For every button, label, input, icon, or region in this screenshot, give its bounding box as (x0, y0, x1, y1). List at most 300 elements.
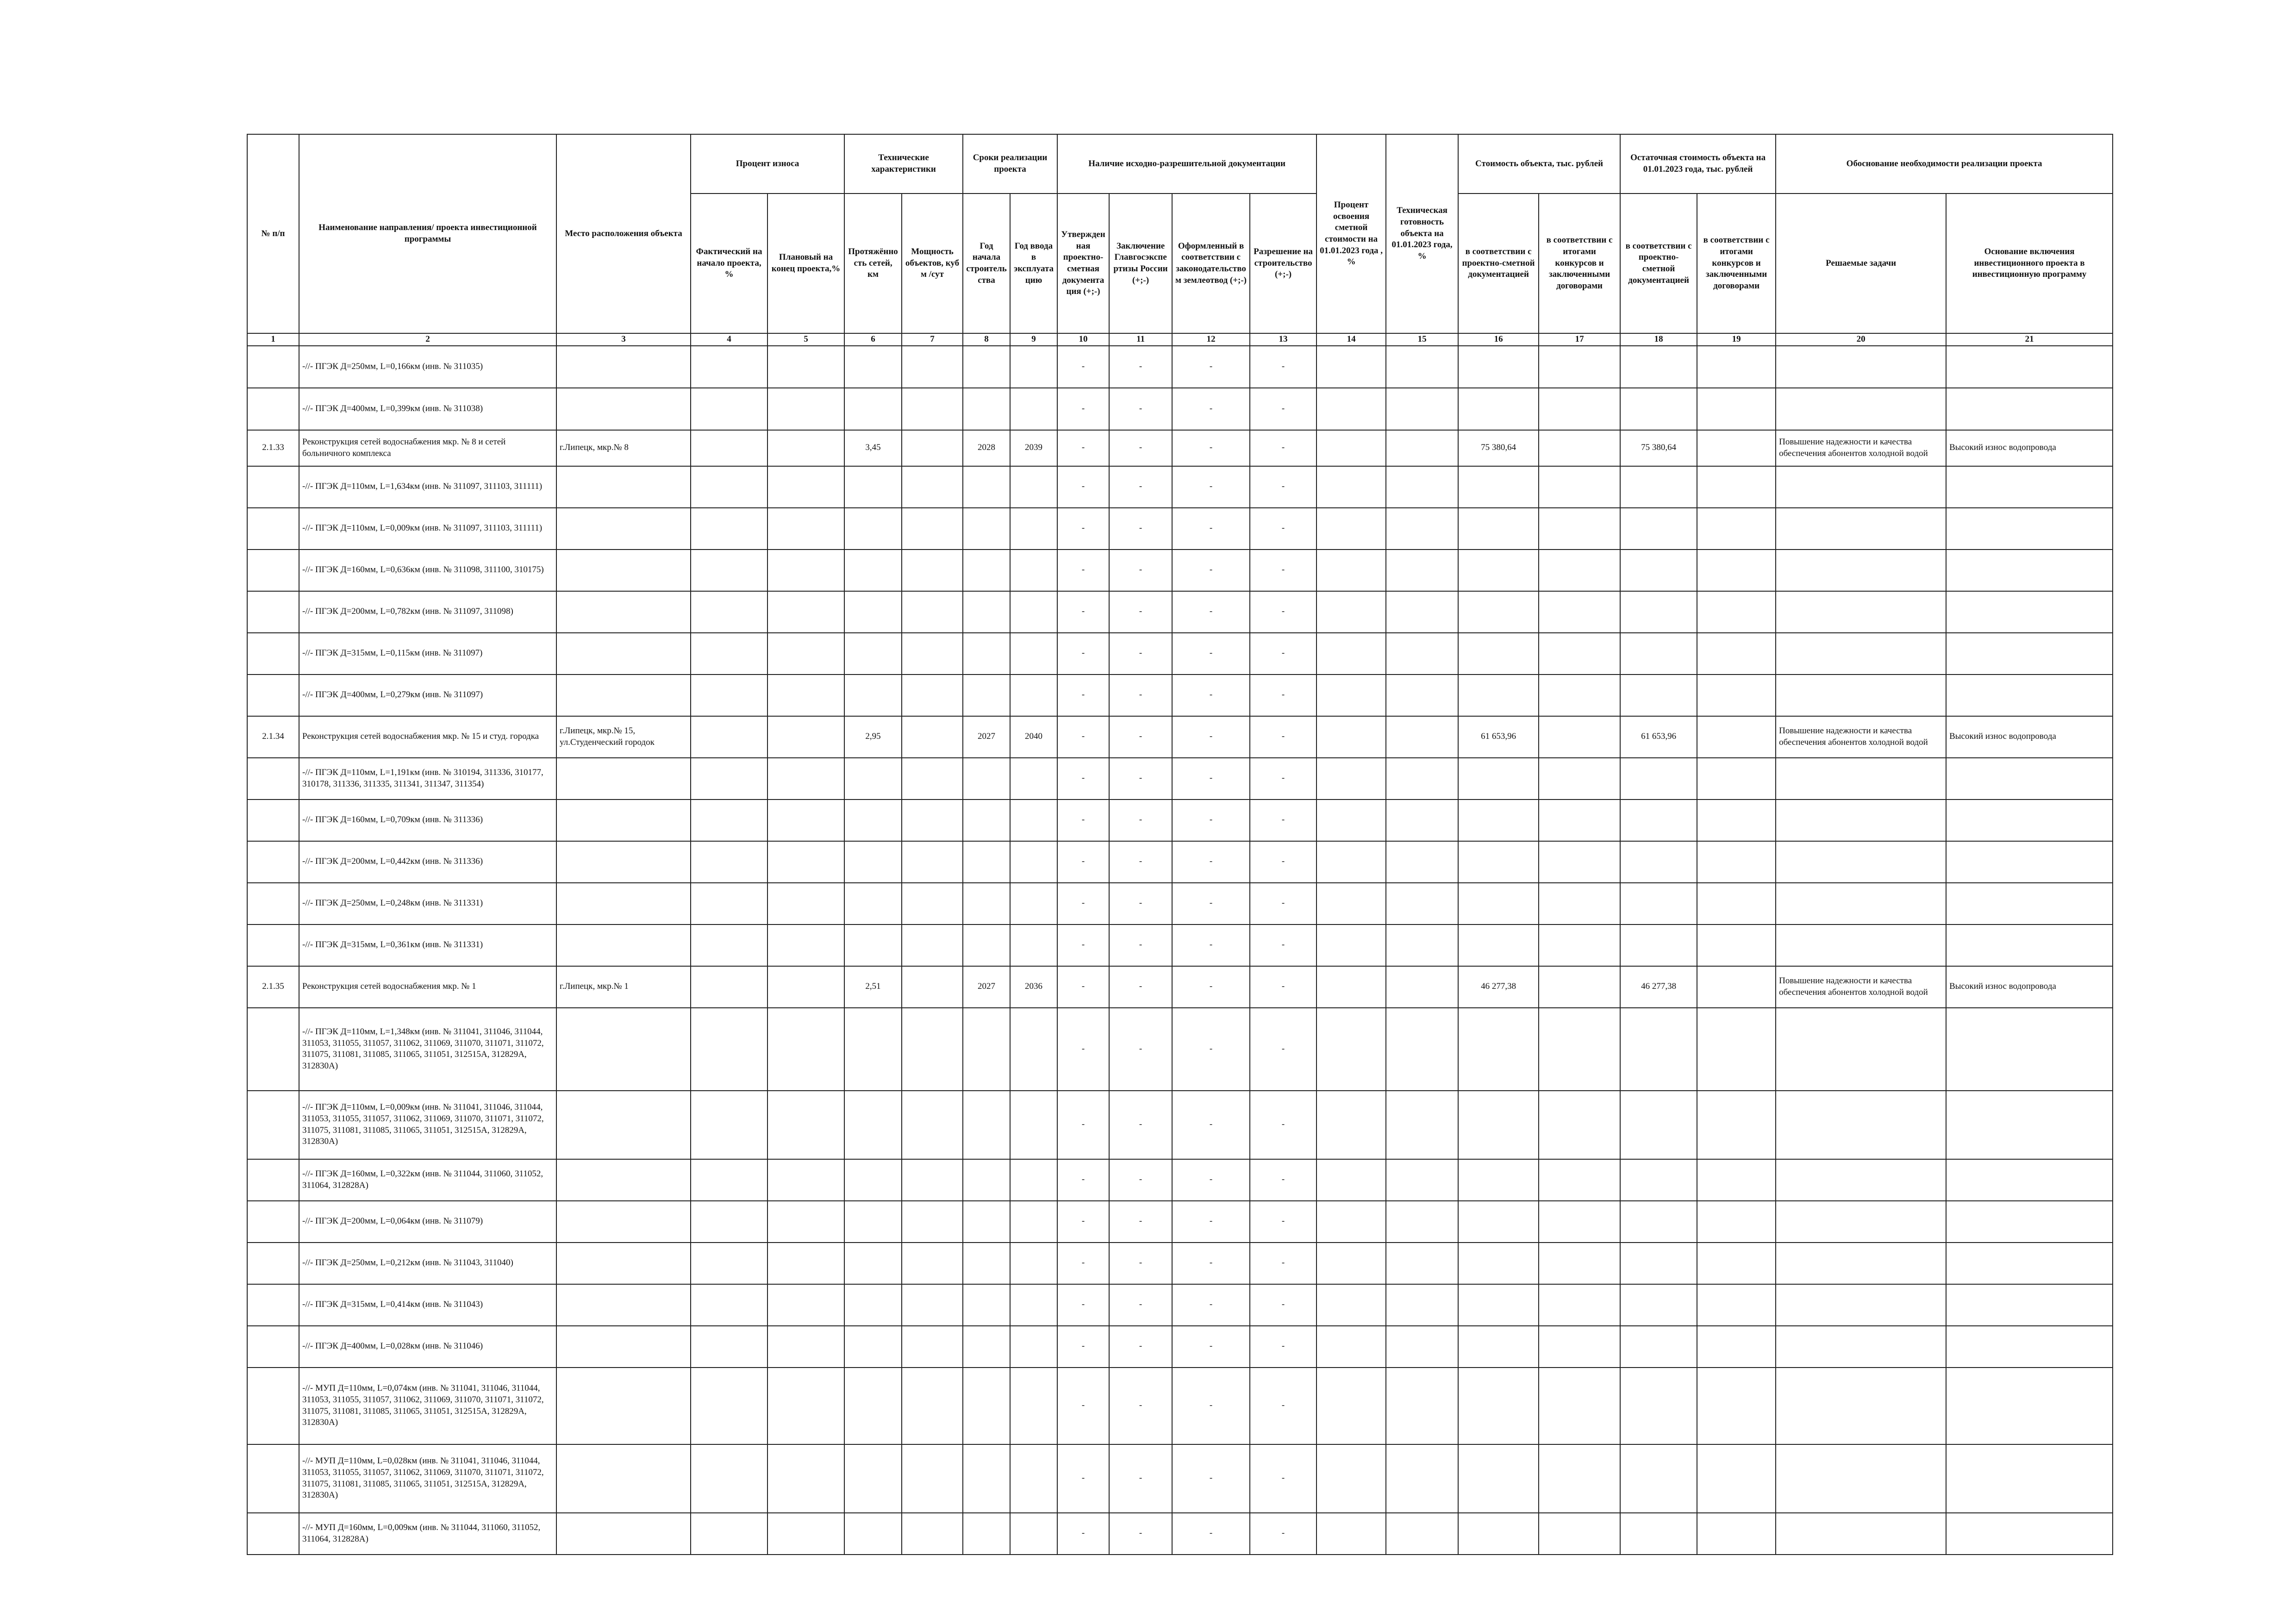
row-residual-design (1620, 1513, 1697, 1555)
row-tasks: Повышение надежности и качества обеспечения абонентов холодной водой (1776, 966, 1946, 1008)
row-cost-design (1458, 1243, 1539, 1284)
row-power (902, 1159, 963, 1201)
row-year-end (1010, 924, 1057, 966)
row-number (247, 1243, 299, 1284)
row-cost-design (1458, 1201, 1539, 1243)
row-basis (1946, 466, 2113, 508)
row-place (556, 633, 691, 675)
table-row (247, 841, 2113, 883)
row-wear-fact (691, 633, 767, 675)
row-residual-contracts (1697, 591, 1776, 633)
row-readiness (1386, 388, 1458, 430)
row-doc-land: - (1172, 1201, 1250, 1243)
row-doc-permit: - (1250, 966, 1316, 1008)
row-residual-design (1620, 346, 1697, 388)
column-number: 13 (1250, 333, 1316, 346)
row-year-start: 2027 (963, 716, 1010, 758)
row-doc-land: - (1172, 591, 1250, 633)
row-doc-permit: - (1250, 1201, 1316, 1243)
row-residual-design (1620, 800, 1697, 841)
row-year-start (963, 346, 1010, 388)
row-tasks (1776, 550, 1946, 591)
row-year-start (963, 1243, 1010, 1284)
row-residual-contracts (1697, 1326, 1776, 1368)
table-row (247, 883, 2113, 924)
row-residual-contracts (1697, 758, 1776, 800)
row-name: -//- ПГЭК Д=110мм, L=0,009км (инв. № 311097, 311103, 311111) (299, 508, 556, 550)
row-number (247, 883, 299, 924)
row-number: 2.1.35 (247, 966, 299, 1008)
row-wear-plan (767, 1201, 844, 1243)
row-power (902, 883, 963, 924)
table-row (247, 675, 2113, 716)
row-place: г.Липецк, мкр.№ 8 (556, 430, 691, 466)
row-residual-design (1620, 1159, 1697, 1201)
row-year-end: 2039 (1010, 430, 1057, 466)
row-doc-permit: - (1250, 758, 1316, 800)
row-cost-contracts (1539, 1091, 1620, 1159)
row-cost-design (1458, 508, 1539, 550)
row-length (844, 1444, 902, 1513)
header-docs-group: Наличие исходно-разрешительной документации (1057, 134, 1316, 194)
row-doc-expert: - (1109, 966, 1172, 1008)
row-year-start (963, 1201, 1010, 1243)
row-year-end (1010, 1201, 1057, 1243)
row-number (247, 633, 299, 675)
column-number: 2 (299, 333, 556, 346)
investment-program-table (247, 134, 2113, 1555)
row-cost-design (1458, 841, 1539, 883)
row-doc-approved: - (1057, 924, 1109, 966)
row-tasks (1776, 591, 1946, 633)
header-wear-fact: Фактический на начало проекта, % (691, 194, 767, 333)
header-residual-design: в соответствии с проектно-сметной документацией (1620, 194, 1697, 333)
column-number: 20 (1776, 333, 1946, 346)
row-length (844, 508, 902, 550)
row-basis: Высокий износ водопровода (1946, 716, 2113, 758)
row-number (247, 1284, 299, 1326)
column-number: 12 (1172, 333, 1250, 346)
row-tasks (1776, 466, 1946, 508)
row-wear-plan (767, 346, 844, 388)
row-year-end (1010, 466, 1057, 508)
row-wear-plan (767, 800, 844, 841)
row-doc-expert: - (1109, 1159, 1172, 1201)
row-basis (1946, 1201, 2113, 1243)
row-doc-land: - (1172, 388, 1250, 430)
row-wear-plan (767, 1091, 844, 1159)
row-cost-contracts (1539, 758, 1620, 800)
row-doc-land: - (1172, 883, 1250, 924)
row-length (844, 466, 902, 508)
row-number: 2.1.33 (247, 430, 299, 466)
row-cost-contracts (1539, 800, 1620, 841)
row-readiness (1386, 758, 1458, 800)
row-cost-contracts (1539, 1513, 1620, 1555)
header-place: Место расположения объекта (556, 134, 691, 333)
row-tasks (1776, 1091, 1946, 1159)
row-percent-dev (1316, 466, 1386, 508)
row-basis (1946, 1008, 2113, 1091)
row-doc-approved: - (1057, 758, 1109, 800)
row-doc-approved: - (1057, 1368, 1109, 1444)
row-residual-contracts (1697, 924, 1776, 966)
row-basis (1946, 800, 2113, 841)
row-cost-design (1458, 1284, 1539, 1326)
column-number: 7 (902, 333, 963, 346)
row-cost-contracts (1539, 591, 1620, 633)
row-wear-fact (691, 591, 767, 633)
header-docs-permit: Разрешение на строительство (+;-) (1250, 194, 1316, 333)
row-name: -//- ПГЭК Д=315мм, L=0,115км (инв. № 311097) (299, 633, 556, 675)
row-length (844, 1513, 902, 1555)
row-number: 2.1.34 (247, 716, 299, 758)
row-wear-fact (691, 924, 767, 966)
row-doc-expert: - (1109, 466, 1172, 508)
row-residual-contracts (1697, 1201, 1776, 1243)
row-doc-expert: - (1109, 591, 1172, 633)
row-wear-plan (767, 1243, 844, 1284)
row-power (902, 716, 963, 758)
row-doc-expert: - (1109, 883, 1172, 924)
row-year-start (963, 633, 1010, 675)
row-year-start (963, 758, 1010, 800)
row-name: -//- ПГЭК Д=250мм, L=0,166км (инв. № 311035) (299, 346, 556, 388)
header-readiness: Техническая готовность объекта на 01.01.2023 года, % (1386, 134, 1458, 333)
row-doc-permit: - (1250, 883, 1316, 924)
table-row (247, 924, 2113, 966)
row-year-end (1010, 1243, 1057, 1284)
row-doc-permit: - (1250, 1008, 1316, 1091)
row-place (556, 1513, 691, 1555)
row-wear-plan (767, 388, 844, 430)
row-percent-dev (1316, 430, 1386, 466)
row-doc-expert: - (1109, 1284, 1172, 1326)
row-residual-design (1620, 1243, 1697, 1284)
row-place (556, 1326, 691, 1368)
row-residual-design (1620, 1368, 1697, 1444)
row-name: -//- ПГЭК Д=160мм, L=0,322км (инв. № 311044, 311060, 311052, 311064, 312828А) (299, 1159, 556, 1201)
column-number: 16 (1458, 333, 1539, 346)
table-row (247, 1091, 2113, 1159)
row-wear-plan (767, 430, 844, 466)
row-wear-plan (767, 1444, 844, 1513)
column-number: 9 (1010, 333, 1057, 346)
row-basis (1946, 1243, 2113, 1284)
row-percent-dev (1316, 1444, 1386, 1513)
row-year-start (963, 924, 1010, 966)
row-length: 2,51 (844, 966, 902, 1008)
row-cost-design (1458, 1008, 1539, 1091)
row-doc-land: - (1172, 346, 1250, 388)
row-cost-design (1458, 1368, 1539, 1444)
row-wear-fact (691, 430, 767, 466)
row-year-start: 2028 (963, 430, 1010, 466)
row-wear-plan (767, 1513, 844, 1555)
row-power (902, 388, 963, 430)
row-name: Реконструкция сетей водоснабжения мкр. № 1 (299, 966, 556, 1008)
row-residual-contracts (1697, 1091, 1776, 1159)
row-doc-land: - (1172, 841, 1250, 883)
row-percent-dev (1316, 1368, 1386, 1444)
table-row (247, 508, 2113, 550)
row-residual-design: 61 653,96 (1620, 716, 1697, 758)
row-doc-expert: - (1109, 346, 1172, 388)
header-docs-approved: Утвержденная проектно-сметная документация (+;-) (1057, 194, 1109, 333)
row-readiness (1386, 1513, 1458, 1555)
row-doc-expert: - (1109, 924, 1172, 966)
row-tasks (1776, 633, 1946, 675)
header-need-basis: Основание включения инвестиционного проекта в инвестиционную программу (1946, 194, 2113, 333)
row-readiness (1386, 1008, 1458, 1091)
row-doc-approved: - (1057, 841, 1109, 883)
row-residual-design (1620, 758, 1697, 800)
row-residual-contracts (1697, 1368, 1776, 1444)
row-basis (1946, 346, 2113, 388)
row-percent-dev (1316, 883, 1386, 924)
row-residual-contracts (1697, 883, 1776, 924)
row-place (556, 388, 691, 430)
row-wear-fact (691, 388, 767, 430)
row-doc-land: - (1172, 1444, 1250, 1513)
row-year-end (1010, 1326, 1057, 1368)
row-doc-permit: - (1250, 1284, 1316, 1326)
row-place (556, 1243, 691, 1284)
row-residual-design (1620, 1284, 1697, 1326)
row-cost-design (1458, 1159, 1539, 1201)
row-power (902, 633, 963, 675)
row-residual-design (1620, 1201, 1697, 1243)
row-place (556, 883, 691, 924)
row-power (902, 800, 963, 841)
row-residual-design: 75 380,64 (1620, 430, 1697, 466)
row-number (247, 388, 299, 430)
row-basis (1946, 1326, 2113, 1368)
row-residual-design (1620, 1444, 1697, 1513)
header-need-group: Обоснование необходимости реализации проекта (1776, 134, 2113, 194)
column-number: 21 (1946, 333, 2113, 346)
row-doc-expert: - (1109, 1008, 1172, 1091)
row-percent-dev (1316, 800, 1386, 841)
row-residual-contracts (1697, 466, 1776, 508)
row-tasks (1776, 1159, 1946, 1201)
row-place (556, 1284, 691, 1326)
row-place (556, 1159, 691, 1201)
column-number: 6 (844, 333, 902, 346)
row-power (902, 1513, 963, 1555)
row-readiness (1386, 1444, 1458, 1513)
column-number: 10 (1057, 333, 1109, 346)
row-doc-approved: - (1057, 550, 1109, 591)
row-doc-approved: - (1057, 1284, 1109, 1326)
row-power (902, 1326, 963, 1368)
row-year-start (963, 388, 1010, 430)
row-readiness (1386, 591, 1458, 633)
row-tasks (1776, 758, 1946, 800)
row-wear-fact (691, 1284, 767, 1326)
column-number: 1 (247, 333, 299, 346)
row-percent-dev (1316, 346, 1386, 388)
row-readiness (1386, 883, 1458, 924)
row-year-end: 2036 (1010, 966, 1057, 1008)
row-tasks (1776, 1368, 1946, 1444)
row-doc-land: - (1172, 550, 1250, 591)
row-place: г.Липецк, мкр.№ 1 (556, 966, 691, 1008)
row-place (556, 758, 691, 800)
row-readiness (1386, 1243, 1458, 1284)
header-dates-start: Год начала строительства (963, 194, 1010, 333)
row-residual-contracts (1697, 1243, 1776, 1284)
column-number: 8 (963, 333, 1010, 346)
row-basis: Высокий износ водопровода (1946, 966, 2113, 1008)
row-cost-contracts (1539, 550, 1620, 591)
row-wear-fact (691, 1008, 767, 1091)
row-year-end (1010, 800, 1057, 841)
row-doc-approved: - (1057, 675, 1109, 716)
row-cost-contracts (1539, 716, 1620, 758)
column-number: 19 (1697, 333, 1776, 346)
row-doc-expert: - (1109, 430, 1172, 466)
row-percent-dev (1316, 841, 1386, 883)
row-residual-design (1620, 924, 1697, 966)
row-cost-contracts (1539, 1368, 1620, 1444)
row-length (844, 883, 902, 924)
row-doc-expert: - (1109, 1513, 1172, 1555)
row-power (902, 758, 963, 800)
column-number: 11 (1109, 333, 1172, 346)
row-doc-permit: - (1250, 675, 1316, 716)
row-tasks (1776, 1284, 1946, 1326)
row-wear-fact (691, 800, 767, 841)
row-readiness (1386, 1368, 1458, 1444)
row-length (844, 800, 902, 841)
row-year-end (1010, 1284, 1057, 1326)
row-doc-approved: - (1057, 430, 1109, 466)
row-doc-land: - (1172, 1008, 1250, 1091)
row-wear-plan (767, 1008, 844, 1091)
row-wear-fact (691, 716, 767, 758)
row-number (247, 508, 299, 550)
column-number: 14 (1316, 333, 1386, 346)
row-doc-approved: - (1057, 1326, 1109, 1368)
row-length (844, 924, 902, 966)
table-row (247, 1368, 2113, 1444)
table-row (247, 1513, 2113, 1555)
row-year-start (963, 1008, 1010, 1091)
row-year-start (963, 1091, 1010, 1159)
row-doc-expert: - (1109, 633, 1172, 675)
table-row (247, 1201, 2113, 1243)
header-tech-group: Технические характеристики (844, 134, 963, 194)
row-tasks (1776, 346, 1946, 388)
row-residual-contracts (1697, 550, 1776, 591)
row-tasks (1776, 1243, 1946, 1284)
row-percent-dev (1316, 591, 1386, 633)
row-cost-contracts (1539, 1159, 1620, 1201)
row-name: -//- ПГЭК Д=110мм, L=1,348км (инв. № 311041, 311046, 311044, 311053, 311055, 311057, 311062, 311069, 311070, 311071, 311072, 311075, 311081, 311085, 311065, 311051, 312515А, 312829А, 312830А) (299, 1008, 556, 1091)
row-percent-dev (1316, 1091, 1386, 1159)
row-tasks (1776, 883, 1946, 924)
row-wear-fact (691, 1513, 767, 1555)
row-cost-contracts (1539, 508, 1620, 550)
row-residual-contracts (1697, 1284, 1776, 1326)
row-percent-dev (1316, 1201, 1386, 1243)
row-year-end (1010, 591, 1057, 633)
row-tasks (1776, 800, 1946, 841)
row-place (556, 1008, 691, 1091)
row-power (902, 1368, 963, 1444)
row-readiness (1386, 841, 1458, 883)
row-doc-approved: - (1057, 1091, 1109, 1159)
row-year-end (1010, 1444, 1057, 1513)
row-doc-land: - (1172, 716, 1250, 758)
row-percent-dev (1316, 1326, 1386, 1368)
row-percent-dev (1316, 1243, 1386, 1284)
row-percent-dev (1316, 550, 1386, 591)
row-power (902, 591, 963, 633)
row-readiness (1386, 633, 1458, 675)
row-residual-design (1620, 1008, 1697, 1091)
row-residual-design (1620, 883, 1697, 924)
row-length (844, 388, 902, 430)
row-cost-design (1458, 346, 1539, 388)
row-tasks: Повышение надежности и качества обеспечения абонентов холодной водой (1776, 430, 1946, 466)
row-number (247, 800, 299, 841)
row-doc-approved: - (1057, 1008, 1109, 1091)
row-basis (1946, 388, 2113, 430)
row-cost-contracts (1539, 1444, 1620, 1513)
row-tasks (1776, 675, 1946, 716)
row-wear-fact (691, 841, 767, 883)
row-wear-plan (767, 1284, 844, 1326)
header-need-tasks: Решаемые задачи (1776, 194, 1946, 333)
row-power (902, 1284, 963, 1326)
table-row (247, 466, 2113, 508)
row-power (902, 430, 963, 466)
row-year-start (963, 841, 1010, 883)
row-doc-expert: - (1109, 1201, 1172, 1243)
row-wear-fact (691, 1444, 767, 1513)
row-power (902, 508, 963, 550)
row-year-start (963, 675, 1010, 716)
row-year-start (963, 550, 1010, 591)
table-row (247, 1008, 2113, 1091)
row-cost-contracts (1539, 841, 1620, 883)
row-number (247, 1444, 299, 1513)
row-readiness (1386, 1284, 1458, 1326)
row-doc-land: - (1172, 1243, 1250, 1284)
row-doc-permit: - (1250, 1326, 1316, 1368)
row-doc-permit: - (1250, 841, 1316, 883)
row-tasks: Повышение надежности и качества обеспечения абонентов холодной водой (1776, 716, 1946, 758)
row-power (902, 924, 963, 966)
row-year-end (1010, 1091, 1057, 1159)
table-row (247, 430, 2113, 466)
row-name: Реконструкция сетей водоснабжения мкр. № 15 и студ. городка (299, 716, 556, 758)
row-wear-plan (767, 716, 844, 758)
row-residual-design (1620, 675, 1697, 716)
row-wear-fact (691, 758, 767, 800)
row-number (247, 675, 299, 716)
row-doc-expert: - (1109, 388, 1172, 430)
row-readiness (1386, 346, 1458, 388)
row-residual-design (1620, 550, 1697, 591)
row-cost-design (1458, 1326, 1539, 1368)
row-doc-approved: - (1057, 1513, 1109, 1555)
row-power (902, 675, 963, 716)
row-length (844, 1326, 902, 1368)
row-residual-design (1620, 508, 1697, 550)
